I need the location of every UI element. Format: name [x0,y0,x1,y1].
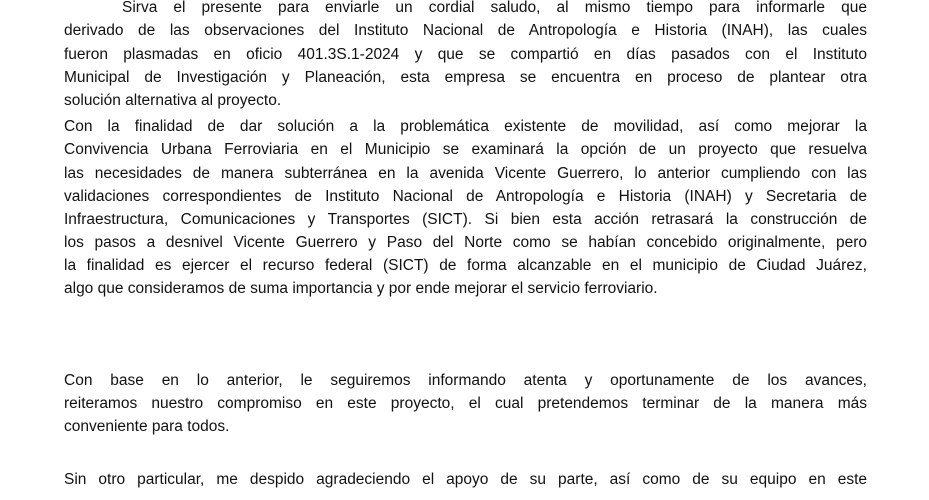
text-line: Convivencia Urbana Ferroviaria en el Municipio se examinará la opción de un proyecto que resuelva [64,141,867,158]
text-line: Con base en lo anterior, le seguiremos informando atenta y oportunamente de los avances, [64,372,867,389]
text-line: fueron plasmadas en oficio 401.3S.1-2024 y que se compartió en días pasados con el Instituto [64,46,867,63]
text-line: la finalidad es ejercer el recurso federal (SICT) de forma alcanzable en el municipio de Ciudad Juárez, [64,257,867,274]
text-line: Municipal de Investigación y Planeación, esta empresa se encuentra en proceso de plantear otra [64,69,867,86]
text-line: conveniente para todos. [64,418,230,435]
text-line: derivado de las observaciones del Instituto Nacional de Antropología e Historia (INAH), las cuales [64,22,867,39]
text-line: reiteramos nuestro compromiso en este proyecto, el cual pretendemos terminar de la manera más [64,395,867,412]
text-line: Infraestructura, Comunicaciones y Transportes (SICT). Si bien esta acción retrasará la construcción de [64,211,867,228]
text-line: Sirva el presente para enviarle un cordial saludo, al mismo tiempo para informarle que [122,0,867,16]
text-line: algo que consideramos de suma importancia y por ende mejorar el servicio ferroviario. [64,280,658,297]
text-line: los pasos a desnivel Vicente Guerrero y Paso del Norte como se habían concebido originalmente, pero [64,234,867,251]
text-line: solución alternativa al proyecto. [64,92,282,109]
text-line: validaciones correspondientes de Instituto Nacional de Antropología e Historia (INAH) y Secretaria de [64,188,867,205]
text-line: las necesidades de manera subterránea en la avenida Vicente Guerrero, lo anterior cumpliendo con las [64,165,867,182]
text-line: Con la finalidad de dar solución a la problemática existente de movilidad, así como mejorar la [64,118,867,135]
text-line: Sin otro particular, me despido agradeciendo el apoyo de su parte, así como de su equipo en este [64,471,867,488]
